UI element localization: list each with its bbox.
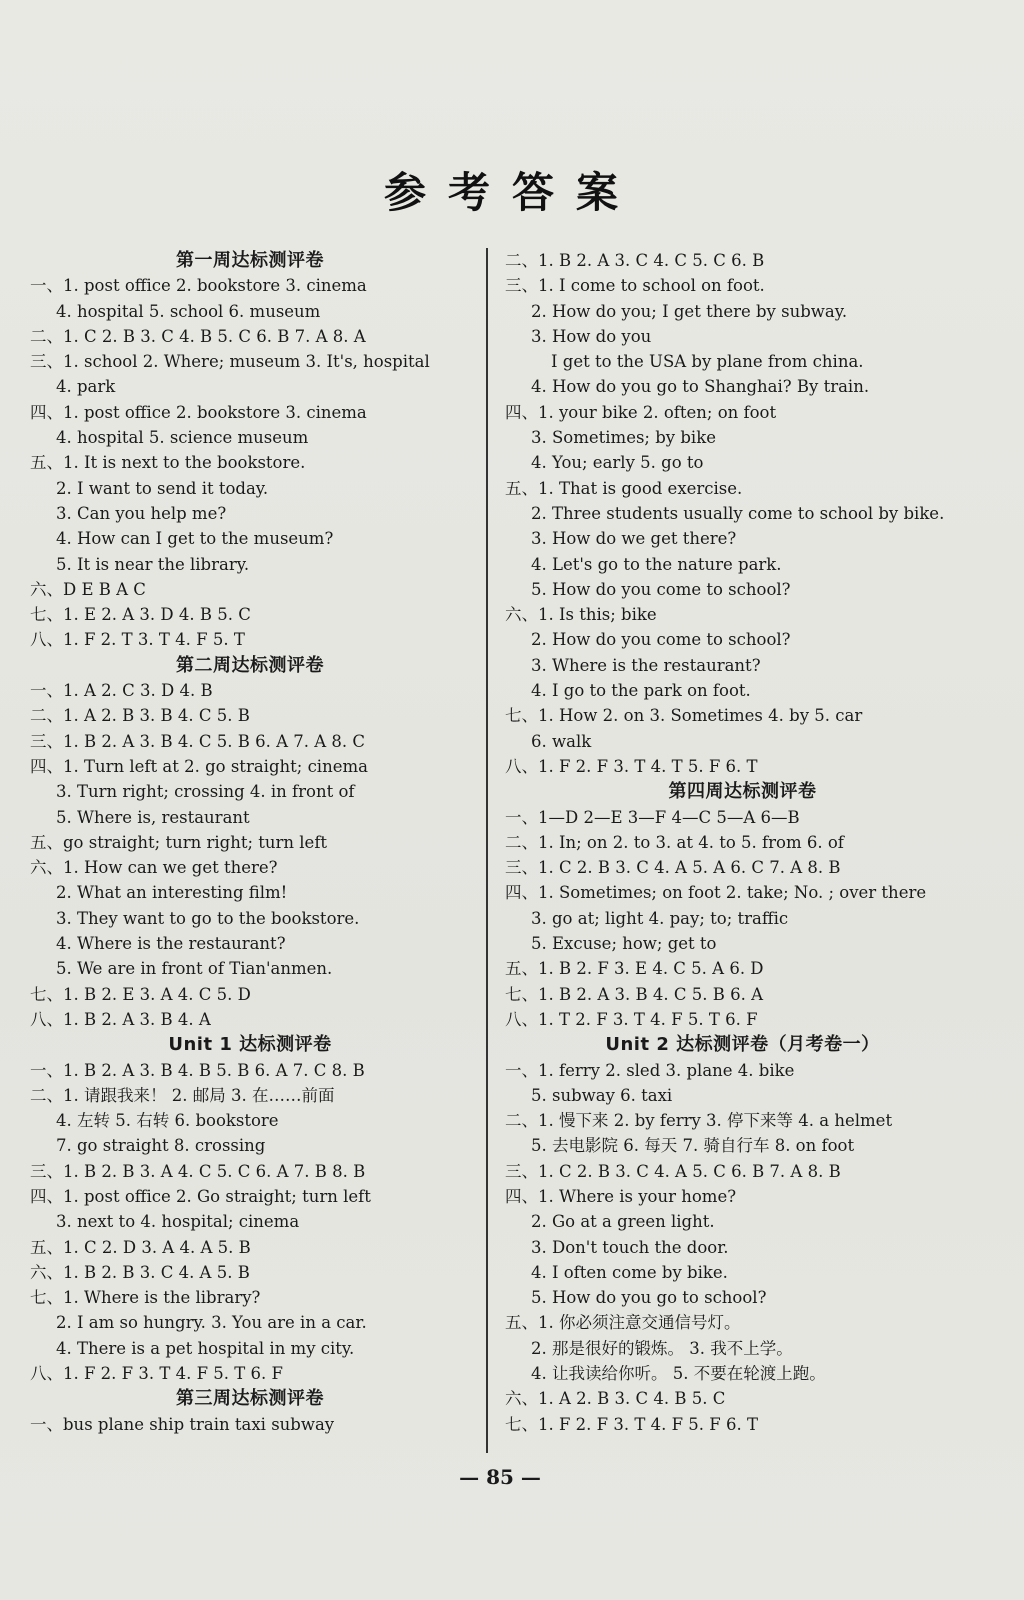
answer-line: 4. hospital 5. school 6. museum	[56, 301, 321, 321]
answer-line: 三、1. school 2. Where; museum 3. It's, hospital	[30, 352, 430, 372]
answer-line: 三、1. C 2. B 3. C 4. A 5. A 6. C 7. A 8. B	[505, 858, 841, 878]
answer-line: 八、1. F 2. F 3. T 4. F 5. T 6. F	[30, 1364, 283, 1384]
answer-line: 5. subway 6. taxi	[531, 1085, 673, 1105]
answer-line: 一、bus plane ship train taxi subway	[30, 1414, 335, 1434]
answer-line: 七、1. Where is the library?	[30, 1288, 261, 1308]
answer-line: 3. Turn right; crossing 4. in front of	[56, 782, 355, 802]
answer-line: 2. I am so hungry. 3. You are in a car.	[56, 1313, 367, 1333]
answer-line: 2. I want to send it today.	[56, 478, 269, 498]
answer-line: 五、go straight; turn right; turn left	[30, 832, 328, 852]
section-heading: Unit 2 达标测评卷（月考卷一）	[605, 1034, 880, 1056]
answer-line: 一、1. A 2. C 3. D 4. B	[30, 681, 213, 701]
section-heading: 第二周达标测评卷	[176, 654, 324, 676]
answer-line: 八、1. B 2. A 3. B 4. A	[30, 1009, 211, 1029]
answer-line: 四、1. Where is your home?	[505, 1186, 737, 1206]
answer-line: 三、1. B 2. A 3. B 4. C 5. B 6. A 7. A 8. C	[30, 731, 365, 751]
answer-line: 4. You; early 5. go to	[531, 453, 704, 473]
answer-line: 2. Go at a green light.	[531, 1212, 715, 1232]
answer-line: 一、1. ferry 2. sled 3. plane 4. bike	[505, 1060, 795, 1080]
answer-line: 5. Where is, restaurant	[56, 807, 250, 827]
answer-line: 3. go at; light 4. pay; to; traffic	[531, 908, 789, 928]
answer-line: 五、1. 你必须注意交通信号灯。	[505, 1313, 741, 1333]
answer-line: I get to the USA by plane from china.	[551, 352, 864, 372]
answer-line: 二、1. B 2. A 3. C 4. C 5. C 6. B	[505, 251, 765, 270]
answer-line: 五、1. It is next to the bookstore.	[30, 453, 306, 473]
answer-line: 六、1. A 2. B 3. C 4. B 5. C	[505, 1389, 726, 1409]
answer-line: 四、1. Turn left at 2. go straight; cinema	[30, 756, 368, 776]
section-heading: Unit 1 达标测评卷	[168, 1034, 332, 1056]
answer-line: 4. hospital 5. science museum	[56, 428, 309, 448]
answer-line: 4. park	[56, 377, 116, 397]
answer-line: 二、1. A 2. B 3. B 4. C 5. B	[30, 706, 250, 726]
answer-line: 2. How do you; I get there by subway.	[531, 301, 848, 321]
answer-line: 5. Excuse; how; get to	[531, 934, 717, 954]
answer-line: 4. Let's go to the nature park.	[531, 554, 782, 574]
answer-line: 4. Where is the restaurant?	[56, 934, 286, 954]
answer-line: 3. Can you help me?	[56, 503, 227, 523]
answer-line: 2. How do you come to school?	[531, 630, 791, 650]
answer-line: 5. It is near the library.	[56, 554, 250, 574]
answer-line: 二、1. In; on 2. to 3. at 4. to 5. from 6. of	[505, 832, 844, 852]
answer-line: 二、1. C 2. B 3. C 4. B 5. C 6. B 7. A 8. A	[30, 326, 366, 346]
answer-line: 5. We are in front of Tian'anmen.	[56, 959, 333, 979]
answer-line: 4. How do you go to Shanghai? By train.	[531, 377, 870, 397]
answer-line: 七、1. B 2. E 3. A 4. C 5. D	[30, 984, 251, 1004]
answer-line: 4. I often come by bike.	[531, 1262, 728, 1282]
answer-line: 六、1. How can we get there?	[30, 858, 278, 878]
answer-line: 五、1. That is good exercise.	[505, 478, 743, 498]
section-heading: 第一周达标测评卷	[176, 250, 324, 271]
answer-line: 3. How do you	[531, 326, 652, 346]
answer-line: 3. How do we get there?	[531, 529, 737, 549]
answer-line: 三、1. C 2. B 3. C 4. A 5. C 6. B 7. A 8. B	[505, 1161, 841, 1181]
answer-line: 5. How do you go to school?	[531, 1288, 767, 1308]
answer-line: 3. next to 4. hospital; cinema	[56, 1212, 300, 1232]
answer-line: 3. Sometimes; by bike	[531, 428, 716, 448]
answer-line: 七、1. B 2. A 3. B 4. C 5. B 6. A	[505, 984, 763, 1004]
answer-line: 六、1. Is this; bike	[505, 605, 657, 625]
answer-line: 2. What an interesting film!	[56, 883, 288, 903]
answer-line: 7. go straight 8. crossing	[56, 1136, 266, 1156]
answer-line: 5. 去电影院 6. 每天 7. 骑自行车 8. on foot	[531, 1136, 855, 1156]
answer-line: 四、1. your bike 2. often; on foot	[505, 402, 777, 422]
answer-line: 三、1. I come to school on foot.	[505, 276, 765, 296]
answer-line: 八、1. T 2. F 3. T 4. F 5. T 6. F	[505, 1009, 758, 1029]
answer-line: 4. I go to the park on foot.	[531, 681, 751, 701]
right-column	[505, 248, 980, 1437]
answer-line: 2. Three students usually come to school by bike.	[531, 503, 945, 523]
answer-line: 3. Don't touch the door.	[531, 1237, 729, 1257]
answer-line: 八、1. F 2. T 3. T 4. F 5. T	[30, 630, 245, 650]
answer-line: 五、1. C 2. D 3. A 4. A 5. B	[30, 1237, 251, 1257]
answer-line: 4. 让我读给你听。 5. 不要在轮渡上跑。	[531, 1364, 826, 1384]
answer-line: 四、1. Sometimes; on foot 2. take; No. ; over there	[505, 883, 927, 903]
column-divider	[486, 248, 488, 1453]
page-number: — 85 —	[459, 1465, 541, 1489]
answer-line: 七、1. How 2. on 3. Sometimes 4. by 5. car	[505, 706, 863, 726]
answer-line: 5. How do you come to school?	[531, 579, 791, 599]
answer-line: 二、1. 慢下来 2. by ferry 3. 停下来等 4. a helmet	[505, 1111, 893, 1131]
section-heading: 第三周达标测评卷	[176, 1388, 324, 1410]
answer-line: 一、1—D 2—E 3—F 4—C 5—A 6—B	[505, 807, 800, 827]
left-column	[30, 248, 470, 1437]
page-title: 参考答案	[383, 168, 640, 217]
answer-line: 四、1. post office 2. Go straight; turn left	[30, 1186, 371, 1206]
answer-line: 六、D E B A C	[30, 579, 146, 599]
answer-line: 6. walk	[531, 731, 592, 751]
answer-line: 六、1. B 2. B 3. C 4. A 5. B	[30, 1262, 250, 1282]
answer-line: 五、1. B 2. F 3. E 4. C 5. A 6. D	[505, 959, 764, 979]
answer-line: 四、1. post office 2. bookstore 3. cinema	[30, 402, 367, 422]
answer-line: 八、1. F 2. F 3. T 4. T 5. F 6. T	[505, 756, 758, 776]
answer-line: 三、1. B 2. B 3. A 4. C 5. C 6. A 7. B 8. B	[30, 1161, 366, 1181]
answer-line: 3. They want to go to the bookstore.	[56, 908, 360, 928]
answer-line: 一、1. post office 2. bookstore 3. cinema	[30, 276, 367, 296]
answer-line: 4. 左转 5. 右转 6. bookstore	[56, 1111, 279, 1131]
answer-line: 3. Where is the restaurant?	[531, 655, 761, 675]
answer-line: 七、1. F 2. F 3. T 4. F 5. F 6. T	[505, 1414, 758, 1434]
answer-line: 4. How can I get to the museum?	[56, 529, 334, 549]
answer-line: 2. 那是很好的锻炼。 3. 我不上学。	[531, 1338, 793, 1358]
answer-line: 二、1. 请跟我来！ 2. 邮局 3. 在……前面	[30, 1085, 335, 1105]
answer-line: 七、1. E 2. A 3. D 4. B 5. C	[30, 605, 251, 625]
section-heading: 第四周达标测评卷	[668, 781, 817, 803]
answer-line: 一、1. B 2. A 3. B 4. B 5. B 6. A 7. C 8. B	[30, 1060, 365, 1080]
answer-line: 4. There is a pet hospital in my city.	[56, 1338, 355, 1358]
